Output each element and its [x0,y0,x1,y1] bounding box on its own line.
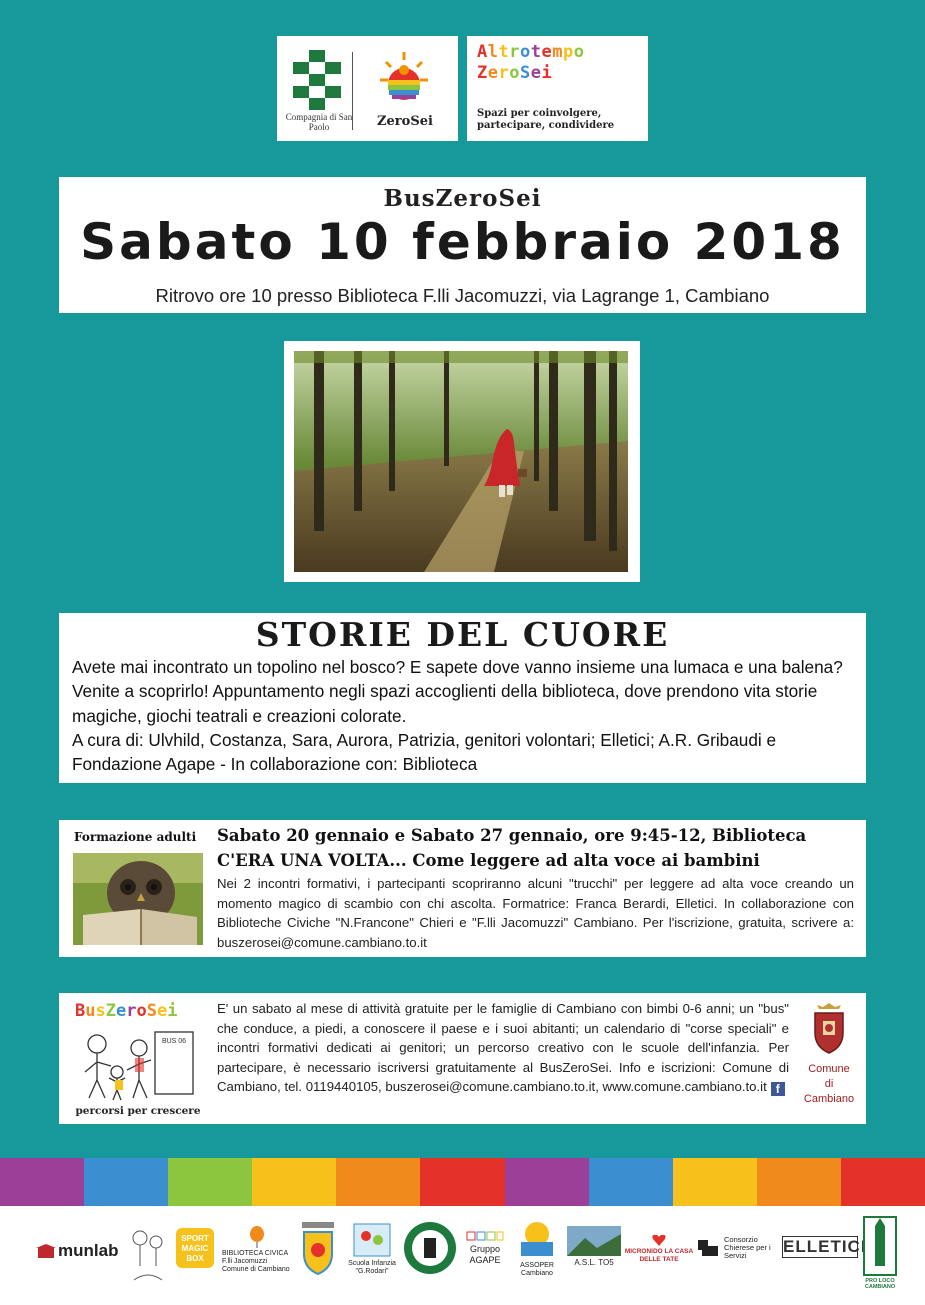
heart-icon [652,1234,666,1246]
sponsor-strip [0,1206,925,1305]
training-schedule: Sabato 20 gennaio e Sabato 27 gennaio, ore 9:45-12, Biblioteca [217,826,807,845]
color-bar-segment [252,1158,336,1206]
zerosei-sun-icon [372,50,436,112]
color-bar-segment [505,1158,589,1206]
forest-photo [294,351,628,572]
training-box [59,820,866,957]
sponsor-agape: Gruppo AGAPE [462,1230,508,1266]
color-bar-segment [420,1158,504,1206]
compagnia-name: Compagnia di San Paolo [285,112,353,132]
color-bar-segment [336,1158,420,1206]
color-bar-segment [841,1158,925,1206]
compagnia-zerosei-logo [277,36,458,141]
sponsor-munlab: munlab [28,1244,126,1258]
cambiano-crest-icon [809,1003,849,1055]
scuola-logo-icon [352,1222,392,1258]
event-box [59,613,866,783]
title-box [59,177,866,313]
logo-divider [352,52,353,130]
facebook-icon[interactable]: f [771,1082,785,1096]
round-seal-icon [402,1220,458,1276]
sponsor-consorzio: Consorzio Chierese per i Servizi [698,1236,776,1260]
altrotempo-line1: Altrotempo [477,42,585,62]
sponsor-asl: A.S.L. TO5 [566,1226,622,1267]
munlab-icon [36,1244,56,1258]
buszerosei-brand: BusZeroSei [75,1001,178,1021]
sponsor-assoper: ASSOPER Cambiano [512,1220,562,1278]
altrotempo-tagline: Spazi per coinvolgere, partecipare, condividere [477,108,615,131]
compagnia-checker-icon [293,50,341,110]
altrotempo-logo [467,36,648,141]
event-description: Avete mai incontrato un topolino nel bosco? E sapete dove vanno insieme una lumaca e una balena? Venite a scoprirlo! Appuntamento negli spazi accoglienti della biblioteca, dove prendono vita storie magiche, giochi teatrali e creazioni colorate. [72,657,843,726]
sponsor-micronido: MICRONIDO LA CASA DELLE TATE [624,1234,694,1264]
family-drawing-icon [77,1022,199,1104]
event-title: STORIE DEL CUORE [255,615,670,654]
asilo-crest-icon [298,1220,338,1282]
buszerosei-logo [71,998,205,1120]
event-date: Sabato 10 febbraio 2018 [80,213,845,271]
training-label: Formazione adulti [74,830,197,844]
asl-icon [567,1226,621,1256]
color-bar-segment [168,1158,252,1206]
owl-book-image [73,853,203,945]
altrotempo-line2: ZeroSei [477,63,553,83]
sponsor-proloco: PRO LOCO CAMBIANO [862,1216,898,1290]
info-text-block [217,999,789,1097]
color-bar [0,1158,925,1206]
info-box [59,993,866,1124]
sponsor-elletici: ELLETICI [783,1237,867,1256]
consorzio-icon [698,1236,722,1260]
meeting-point: Ritrovo ore 10 presso Biblioteca F.lli Jacomuzzi, via Lagrange 1, Cambiano [155,285,770,306]
buszerosei-caption: percorsi per crescere [75,1105,201,1117]
proloco-tower-icon [863,1216,897,1276]
sponsor-biblioteca: BIBLIOTECA CIVICA F.lli Jacomuzzi Comune di Cambiano [222,1226,292,1274]
sponsor-sport: SPORT MAGIC BOX [176,1228,214,1268]
program-name: BusZeroSei [383,185,542,212]
training-text: Nei 2 incontri formativi, i partecipanti scopriranno alcuni "trucchi" per leggere ad alta voce creando un momento magico di scambio con chi ascolta. Formatrice: Franca Berardi, Elletici. In collaborazione con Biblioteche Civiche "N.Francone" Chieri e "F.lli Jacomuzzi" Cambiano. Per l'iscrizione, gratuita, scrivere a: buszerosei@comune.cambiano.to.it [217,876,854,950]
balloon-icon [249,1226,265,1248]
children-drawing-icon [126,1224,170,1284]
comune-label: Comune di Cambiano [803,1063,855,1105]
event-description-block [72,655,854,776]
info-text: E' un sabato al mese di attività gratuite per le famiglie di Cambiano con bimbi 0-6 anni; un "bus" che conduce, a piedi, a conoscere il paese e i suoi abitanti; un calendario di "corse speciali" e incontri formativi dedicati ai genitori; un percorso creativo con le scuole dell'infanzia. Per partecipare, è necessario iscriversi gratuitamente al BusZeroSei. Info e iscrizioni: Comune di Cambiano, tel. 0119440105, buszerosei@comune.cambiano.to.it, www.comune.cambiano.to.it [217,1001,789,1095]
assoper-icon [515,1220,559,1260]
zerosei-name: ZeroSei [377,114,433,129]
color-bar-segment [757,1158,841,1206]
color-bar-segment [0,1158,84,1206]
color-bar-segment [673,1158,757,1206]
color-bar-segment [84,1158,168,1206]
bus-sign: BUS 06 [161,1038,187,1045]
agape-icon [465,1230,505,1242]
forest-photo-frame [284,341,640,582]
event-credits: A cura di: Ulvhild, Costanza, Sara, Aurora, Patrizia, genitori volontari; Elletici; A.R. Gribaudi e Fondazione Agape - In collaborazione con: Biblioteca [72,729,777,775]
training-title: C'ERA UNA VOLTA... Come leggere ad alta voce ai bambini [217,851,760,870]
sponsor-scuola: Scuola Infanzia "G.Rodari" [344,1222,400,1276]
comune-cambiano-badge [797,1003,861,1107]
color-bar-segment [589,1158,673,1206]
